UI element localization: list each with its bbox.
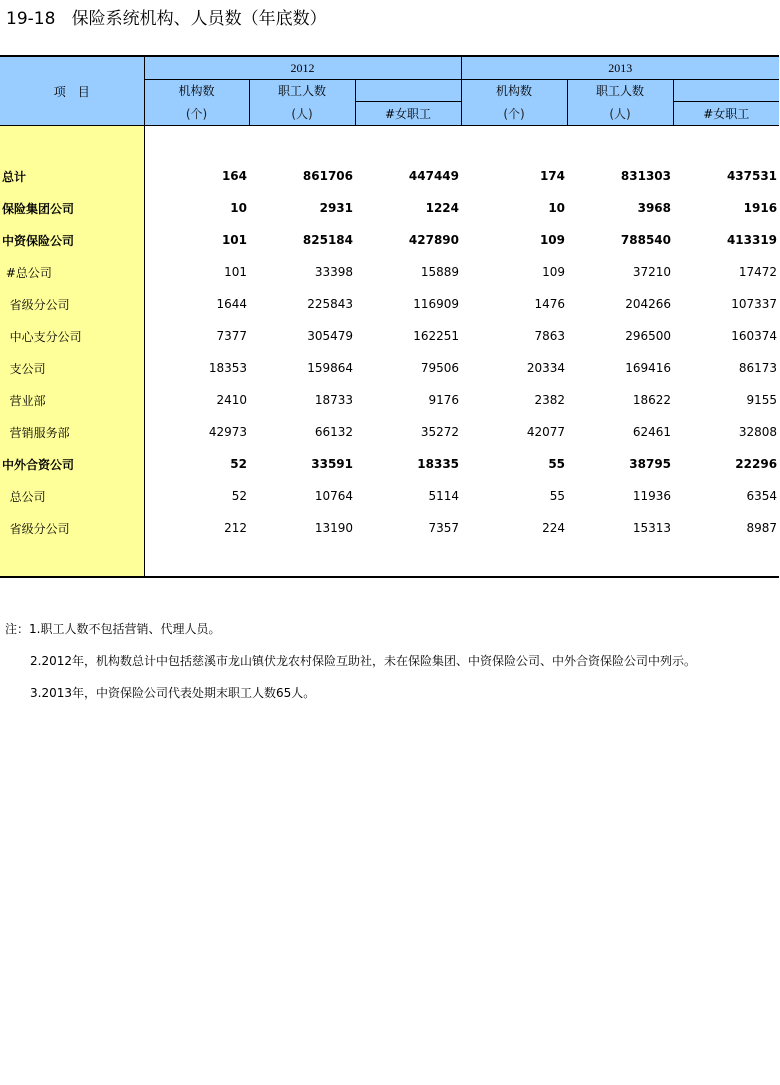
table-cell: 788540 (620, 233, 672, 247)
header-year-2012: 2012 (144, 56, 461, 80)
table-row (0, 192, 779, 224)
table-cell: 174 (539, 169, 566, 183)
header-item: 项 目 (0, 56, 144, 126)
row-label-text: 省级分公司 (2, 297, 70, 312)
table-cell: 15313 (632, 521, 672, 535)
row-label (0, 512, 144, 544)
table-cell: 825184 (302, 233, 353, 247)
table-cell: 1644 (216, 297, 247, 311)
table-cell: 22296 (735, 457, 778, 471)
row-label-text: 总公司 (2, 489, 46, 504)
row-label (0, 160, 144, 192)
row-label-text: 省级分公司 (2, 521, 70, 536)
table-cell: 204266 (625, 297, 672, 311)
table-cell: 17472 (738, 265, 778, 279)
table-cell: 3968 (637, 201, 672, 215)
row-label (0, 384, 144, 416)
header-institutions-2013: 机构数 (461, 80, 567, 102)
table-cell: 10 (548, 201, 566, 215)
row-label-text: 中资保险公司 (2, 233, 75, 248)
table-cell: 2410 (216, 393, 247, 407)
table-cell: 15889 (420, 265, 460, 279)
table-cell: 55 (548, 457, 566, 471)
table-cell: 101 (221, 233, 247, 247)
table-cell: 101 (224, 265, 247, 279)
table-cell: 62461 (632, 425, 672, 439)
table-cell: 13190 (314, 521, 353, 535)
row-label (0, 480, 144, 512)
table-row (0, 480, 779, 512)
table-cell: 1916 (743, 201, 778, 215)
table-cell: 6354 (746, 489, 778, 503)
table-cell: 159864 (307, 361, 353, 375)
table-row (0, 416, 779, 448)
table-cell: 7377 (216, 329, 247, 343)
table-row (0, 288, 779, 320)
table-cell: 10764 (314, 489, 353, 503)
note-3: 3.2013年，中资保险公司代表处期末职工人数65人。 (30, 686, 316, 700)
table-cell: 212 (224, 521, 247, 535)
table-cell: 52 (230, 457, 247, 471)
table-cell: 162251 (413, 329, 460, 343)
table-cell: 37210 (632, 265, 672, 279)
table-cell: 33398 (314, 265, 353, 279)
header-staff-2012: 职工人数 (249, 80, 355, 102)
table-cell: 33591 (311, 457, 353, 471)
table-cell: 79506 (420, 361, 460, 375)
header-staff-unit-2012: (人) (249, 102, 355, 126)
table-row (0, 352, 779, 384)
header-year-2013: 2013 (461, 56, 779, 80)
header-female-2012: #女职工 (355, 102, 461, 126)
row-label-text: 总计 (2, 169, 27, 184)
row-label-text: 中外合资公司 (2, 457, 75, 472)
row-label (0, 448, 144, 480)
header-institutions-2012: 机构数 (144, 80, 249, 102)
table-cell: 10 (230, 201, 247, 215)
row-label (0, 224, 144, 256)
header-institutions-unit-2013: (个) (461, 102, 567, 126)
table-cell: 861706 (302, 169, 353, 183)
row-label (0, 192, 144, 224)
table-cell: 18335 (417, 457, 460, 471)
table-cell: 224 (542, 521, 566, 535)
table-cell: 8987 (746, 521, 778, 535)
table-cell: 42973 (208, 425, 247, 439)
row-label-text: 营业部 (2, 393, 46, 408)
table-cell: 109 (542, 265, 566, 279)
table-cell: 164 (221, 169, 247, 183)
table-cell: 109 (539, 233, 566, 247)
table-row (0, 160, 779, 192)
table-cell: 7863 (534, 329, 566, 343)
table-cell: 427890 (408, 233, 460, 247)
table-cell: 107337 (731, 297, 778, 311)
table-cell: 18353 (208, 361, 247, 375)
table-row (0, 384, 779, 416)
table-cell: 38795 (629, 457, 672, 471)
table-cell: 42077 (526, 425, 566, 439)
table-cell: 7357 (428, 521, 460, 535)
note-1: 注：1.职工人数不包括营销、代理人员。 (5, 622, 221, 636)
table-row (0, 320, 779, 352)
table-cell: 5114 (428, 489, 460, 503)
table-cell: 66132 (314, 425, 353, 439)
table-cell: 831303 (620, 169, 672, 183)
header-female-2013: #女职工 (673, 102, 779, 126)
table-cell: 437531 (726, 169, 778, 183)
table-cell: 1476 (534, 297, 566, 311)
row-label-text: 营销服务部 (2, 425, 70, 440)
header-institutions-unit-2012: (个) (144, 102, 249, 126)
row-label-text: 中心支分公司 (2, 329, 82, 344)
page-title: 19-18 保险系统机构、人员数（年底数） (6, 9, 327, 29)
table-cell: 1224 (425, 201, 460, 215)
table-cell: 11936 (632, 489, 672, 503)
table-cell: 55 (549, 489, 566, 503)
table-cell: 447449 (408, 169, 460, 183)
table-cell: 35272 (420, 425, 460, 439)
table-cell: 32808 (738, 425, 778, 439)
row-label (0, 288, 144, 320)
statistics-table (0, 55, 779, 578)
row-label (0, 416, 144, 448)
header-staff-2013: 职工人数 (567, 80, 673, 102)
note-2: 2.2012年，机构数总计中包括慈溪市龙山镇伏龙农村保险互助社，未在保险集团、中资保险公司、中外合资保险公司中列示。 (30, 654, 696, 668)
table-cell: 413319 (726, 233, 778, 247)
table-cell: 20334 (526, 361, 566, 375)
header-staff-unit-2013: (人) (567, 102, 673, 126)
table-cell: 305479 (307, 329, 353, 343)
table-cell: 52 (231, 489, 247, 503)
row-label-text: #总公司 (2, 265, 52, 280)
row-label-text: 支公司 (2, 361, 46, 376)
table-cell: 86173 (738, 361, 778, 375)
table-cell: 18733 (314, 393, 353, 407)
table-row (0, 224, 779, 256)
table-row (0, 512, 779, 544)
table-cell: 18622 (632, 393, 672, 407)
table-cell: 2382 (534, 393, 566, 407)
row-label (0, 320, 144, 352)
table-cell: 116909 (413, 297, 460, 311)
row-label-text: 保险集团公司 (2, 201, 75, 216)
table-cell: 225843 (307, 297, 353, 311)
table-row (0, 256, 779, 288)
table-cell: 296500 (625, 329, 672, 343)
table-cell: 9155 (746, 393, 778, 407)
table-cell: 2931 (319, 201, 353, 215)
table-cell: 169416 (625, 361, 672, 375)
table-cell: 160374 (731, 329, 778, 343)
table-cell: 9176 (428, 393, 460, 407)
row-label (0, 256, 144, 288)
table-row (0, 448, 779, 480)
row-label (0, 352, 144, 384)
